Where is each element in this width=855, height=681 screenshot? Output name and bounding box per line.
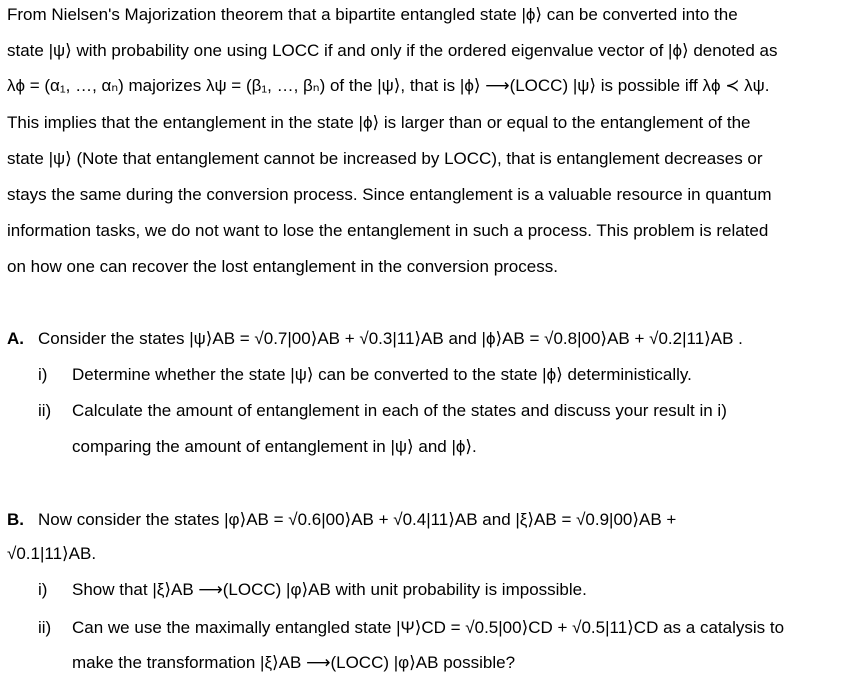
- part-a-ii-text-2: comparing the amount of entanglement in |ψ⟩ and |ϕ⟩.: [72, 437, 477, 456]
- intro-line-1: From Nielsen's Majorization theorem that a bipartite entangled state |ϕ⟩ can be converted into the: [7, 5, 738, 24]
- part-a-label: [7, 328, 24, 350]
- part-b-ii-text-2: make the transformation |ξ⟩AB ⟶(LOCC) |φ⟩AB possible?: [72, 653, 516, 672]
- intro-line-8: on how one can recover the lost entanglement in the conversion process.: [7, 257, 558, 276]
- part-a-marker: A.: [7, 329, 24, 348]
- part-b-marker: B.: [7, 510, 24, 529]
- part-a-i-text: Determine whether the state |ψ⟩ can be converted to the state |ϕ⟩ deterministically.: [72, 365, 692, 384]
- part-a-i-label: i): [38, 365, 48, 384]
- part-b-statement-1: Now consider the states |φ⟩AB = √0.6|00⟩AB + √0.4|11⟩AB and |ξ⟩AB = √0.9|00⟩AB +: [38, 510, 677, 529]
- intro-line-7: information tasks, we do not want to lose the entanglement in such a process. This problem is related: [7, 221, 769, 240]
- part-b-ii-label: ii): [38, 618, 52, 637]
- intro-line-3: λϕ = (α₁, …, αₙ) majorizes λψ = (β₁, …, βₙ) of the |ψ⟩, that is |ϕ⟩ ⟶(LOCC) |ψ⟩ is possible iff λϕ ≺ λψ.: [7, 76, 770, 95]
- part-b-ii-text-1: Can we use the maximally entangled state |Ψ⟩CD = √0.5|00⟩CD + √0.5|11⟩CD as a catalysis to: [72, 618, 785, 637]
- part-a-ii-label: ii): [38, 401, 52, 420]
- part-b-label: [7, 509, 24, 531]
- part-a-ii-text-1: Calculate the amount of entanglement in each of the states and discuss your result in i): [72, 401, 727, 420]
- intro-line-6: stays the same during the conversion process. Since entanglement is a valuable resource in quantum: [7, 185, 772, 204]
- intro-line-2: state |ψ⟩ with probability one using LOCC if and only if the ordered eigenvalue vector of |ϕ⟩ denoted as: [7, 41, 778, 60]
- intro-line-4: This implies that the entanglement in the state |ϕ⟩ is larger than or equal to the entanglement of the: [7, 113, 751, 132]
- intro-line-5: state |ψ⟩ (Note that entanglement cannot be increased by LOCC), that is entanglement decreases or: [7, 149, 763, 168]
- part-b-i-label: i): [38, 580, 48, 599]
- part-a-statement: Consider the states |ψ⟩AB = √0.7|00⟩AB + √0.3|11⟩AB and |ϕ⟩AB = √0.8|00⟩AB + √0.2|11⟩AB .: [38, 329, 743, 348]
- part-b-statement-2: √0.1|11⟩AB.: [7, 544, 97, 563]
- part-b-i-text: Show that |ξ⟩AB ⟶(LOCC) |φ⟩AB with unit probability is impossible.: [72, 580, 587, 599]
